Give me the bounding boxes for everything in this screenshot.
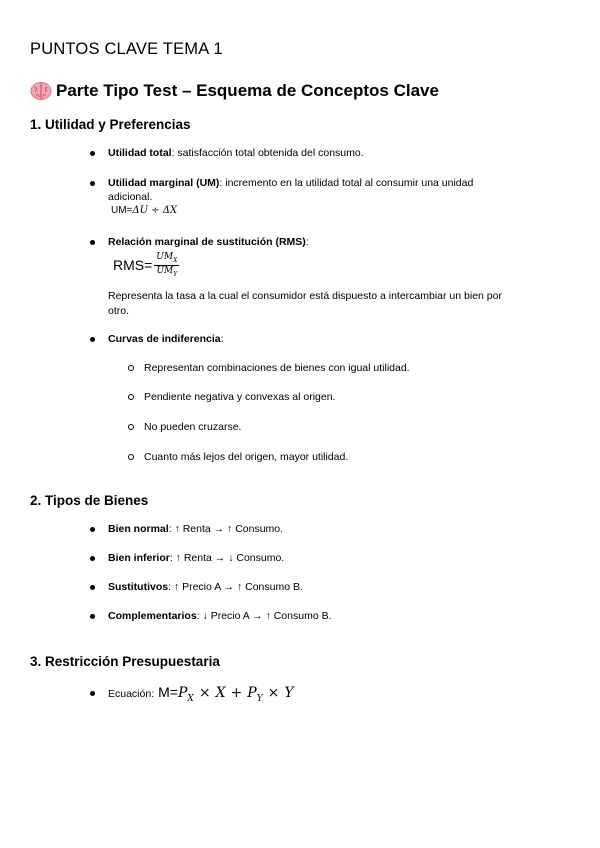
bullet <box>90 181 95 186</box>
formula-label: RMS= <box>113 256 153 273</box>
bullet <box>90 691 95 696</box>
list-item-utilidad-total <box>108 146 518 160</box>
term: Complementarios <box>108 610 197 622</box>
bullet <box>90 151 95 156</box>
definition: : <box>220 333 224 345</box>
numerator: $UM_X$ <box>156 252 178 264</box>
definition: : satisfacción total obtenida del consumo. <box>171 147 364 159</box>
formula-rest: ΔU ÷ ΔX <box>132 205 178 216</box>
list-item-utilidad-marginal <box>108 176 518 204</box>
bullet <box>90 556 95 561</box>
definition: : <box>305 236 309 248</box>
list-item-rms <box>108 235 518 249</box>
sub-bullet <box>128 424 134 430</box>
section-heading-utilidad: 1. Utilidad y Preferencias <box>30 117 191 132</box>
formula-rms <box>113 252 179 278</box>
subtitle-text: Parte Tipo Test – Esquema de Conceptos Clave <box>56 81 439 100</box>
sub-list-item: Representan combinaciones de bienes con igual utilidad. <box>144 362 410 374</box>
term: Bien normal <box>108 523 169 535</box>
bullet <box>90 614 95 619</box>
section-heading-restriccion: 3. Restricción Presupuestaria <box>30 654 220 669</box>
equation-label: Ecuación: <box>108 688 155 700</box>
page-title: PUNTOS CLAVE TEMA 1 <box>30 40 223 58</box>
rms-description: Representa la tasa a la cual el consumidor está dispuesto a intercambiar un bien por otro. <box>108 290 502 317</box>
list-item-sustitutivos <box>108 580 518 594</box>
definition: : incremento en la utilidad total al consumir una unidad adicional. <box>108 177 474 203</box>
subtitle <box>30 81 439 101</box>
list-item-bien-normal <box>108 522 518 536</box>
formula-prefix: UM= <box>111 205 133 216</box>
sub-list-item: Pendiente negativa y convexas al origen. <box>144 391 336 403</box>
term: Bien inferior <box>108 552 170 564</box>
term: Utilidad total <box>108 147 172 159</box>
brain-icon <box>30 81 52 101</box>
bullet <box>90 240 95 245</box>
definition: : ↑ Renta → ↓ Consumo. <box>169 552 285 564</box>
list-item-complementarios <box>108 609 518 623</box>
term: Sustitutivos <box>108 581 169 593</box>
term: Relación marginal de sustitución (RMS) <box>108 236 306 248</box>
definition: : ↑ Renta → ↑ Consumo. <box>168 523 284 535</box>
list-item-curvas <box>108 332 518 346</box>
formula-um <box>111 205 177 216</box>
sub-list-item: No pueden cruzarse. <box>144 421 242 433</box>
term: Curvas de indiferencia <box>108 333 221 345</box>
sub-bullet <box>128 394 134 400</box>
bullet <box>90 527 95 532</box>
sub-bullet <box>128 365 134 371</box>
sub-bullet <box>128 454 134 460</box>
denominator: $UM_Y$ <box>156 265 178 278</box>
sub-list-item: Cuanto más lejos del origen, mayor utilidad. <box>144 451 349 463</box>
term: Utilidad marginal (UM) <box>108 177 220 189</box>
fraction <box>154 252 179 278</box>
list-item-bien-inferior <box>108 551 518 565</box>
section-heading-bienes: 2. Tipos de Bienes <box>30 493 149 508</box>
definition: : ↑ Precio A → ↑ Consumo B. <box>168 581 303 593</box>
bullet <box>90 337 95 342</box>
budget-equation: Ecuación: M = $P_X$ × X + $P_Y$ × Y <box>108 684 294 704</box>
definition: : ↓ Precio A → ↑ Consumo B. <box>196 610 332 622</box>
bullet <box>90 585 95 590</box>
